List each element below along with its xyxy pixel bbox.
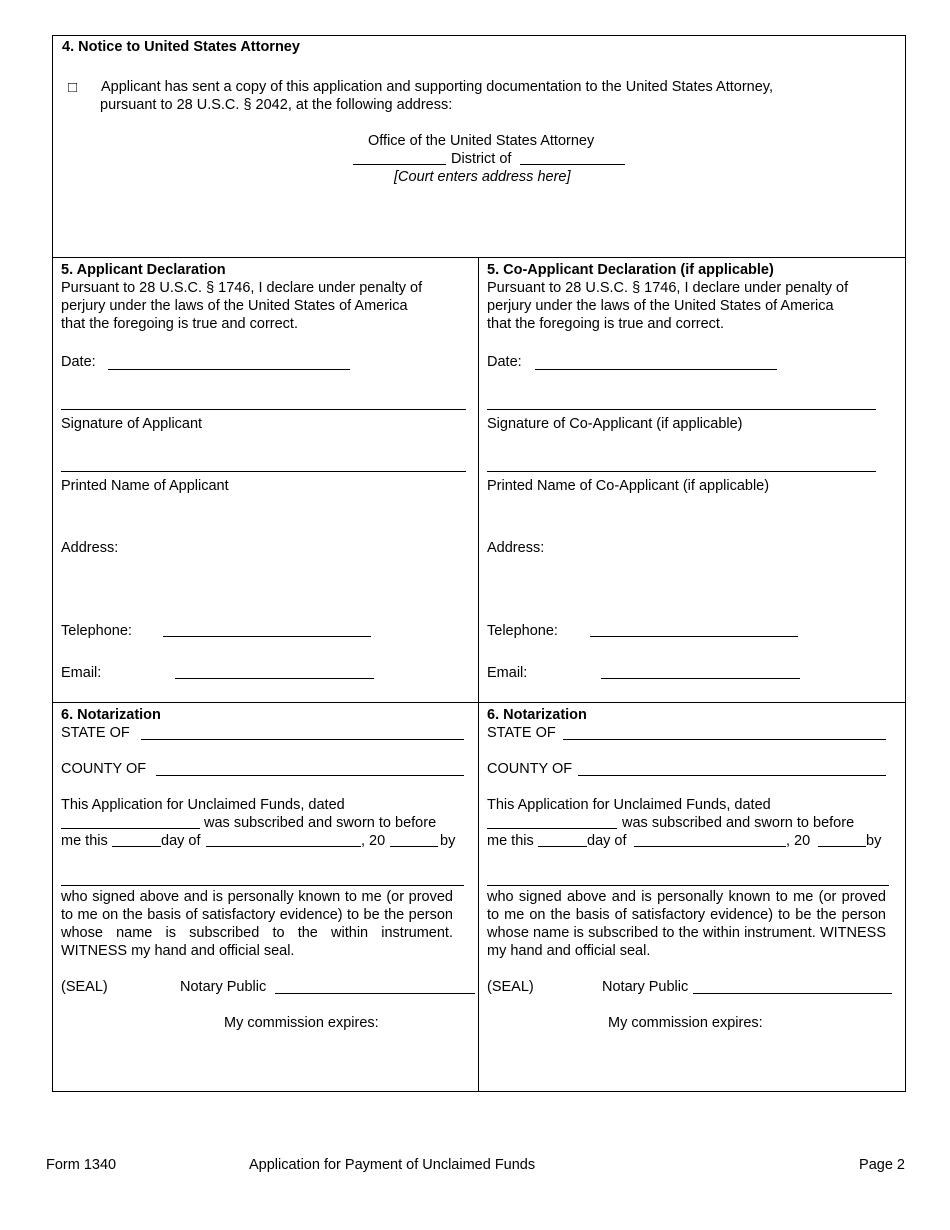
coapplicant-date-field[interactable] <box>535 369 777 370</box>
coapplicant-printed-name-label: Printed Name of Co-Applicant (if applicable) <box>487 478 770 494</box>
notary-right-county-field[interactable] <box>578 775 886 776</box>
notary-left-month-field[interactable] <box>206 846 361 847</box>
notary-right-dated-text: This Application for Unclaimed Funds, dated <box>487 797 771 813</box>
notary-right-dated-field[interactable] <box>487 828 617 829</box>
notary-right-month-field[interactable] <box>634 846 786 847</box>
notary-right-me-this: me this <box>487 833 534 849</box>
notary-left-heading: 6. Notarization <box>61 707 161 723</box>
notary-left-commission: My commission expires: <box>224 1015 379 1031</box>
coapplicant-telephone-label: Telephone: <box>487 623 558 639</box>
notary-right-by: by <box>866 833 882 849</box>
applicant-telephone-label: Telephone: <box>61 623 132 639</box>
notary-left-signer-line[interactable] <box>61 885 464 886</box>
notary-left-seal: (SEAL) <box>61 979 108 995</box>
notary-right-state-label: STATE OF <box>487 725 556 741</box>
notary-left-county-label: COUNTY OF <box>61 761 147 777</box>
notary-right-state-field[interactable] <box>563 739 886 740</box>
notice-checkbox[interactable]: □ <box>68 79 78 96</box>
notary-left-public-field[interactable] <box>275 993 475 994</box>
notary-left-day-field[interactable] <box>112 846 161 847</box>
applicant-heading-title: . Applicant Declaration <box>69 262 226 278</box>
applicant-date-field[interactable] <box>108 369 350 370</box>
notary-right-day-field[interactable] <box>538 846 587 847</box>
applicant-decl-line1: Pursuant to 28 U.S.C. § 1746, I declare under penalty of <box>61 280 423 296</box>
coapplicant-email-label: Email: <box>487 665 528 681</box>
coapplicant-decl-line1: Pursuant to 28 U.S.C. § 1746, I declare under penalty of <box>487 280 849 296</box>
notary-divider <box>52 702 906 703</box>
notary-right-subscribed-text: was subscribed and sworn to before <box>622 815 855 831</box>
coapplicant-date-label: Date: <box>487 354 522 370</box>
coapplicant-telephone-field[interactable] <box>590 636 798 637</box>
applicant-email-label: Email: <box>61 665 102 681</box>
district-of-label: District of <box>451 151 512 167</box>
applicant-email-field[interactable] <box>175 678 374 679</box>
applicant-heading-num: 5 <box>61 262 70 278</box>
applicant-telephone-field[interactable] <box>163 636 371 637</box>
column-divider <box>478 257 479 1092</box>
court-address-note: [Court enters address here] <box>394 169 571 185</box>
notary-right-year-field[interactable] <box>818 846 866 847</box>
coapplicant-heading: 5. Co-Applicant Declaration (if applicable) <box>487 262 774 278</box>
notary-right-heading: 6. Notarization <box>487 707 587 723</box>
notary-left-dated-field[interactable] <box>61 828 200 829</box>
applicant-signature-line[interactable] <box>61 409 466 410</box>
section4-heading: 4. Notice to United States Attorney <box>62 39 300 55</box>
applicant-printed-name-label: Printed Name of Applicant <box>61 478 229 494</box>
applicant-address-label: Address: <box>61 540 119 556</box>
footer-form-title: Application for Payment of Unclaimed Funds <box>249 1157 536 1173</box>
applicant-printed-name-line[interactable] <box>61 471 466 472</box>
notary-left-day-of: day of <box>161 833 201 849</box>
notary-left-me-this: me this <box>61 833 108 849</box>
applicant-date-label: Date: <box>61 354 96 370</box>
notary-left-county-field[interactable] <box>156 775 464 776</box>
coapplicant-printed-name-line[interactable] <box>487 471 876 472</box>
coapplicant-decl-line3: that the foregoing is true and correct. <box>487 316 724 332</box>
notary-right-witness-text: who signed above and is personally known to me (or proved to me on the basis of satisfactory evidence) to be the person whose name is subscribed to the within instrument. WITNESS my hand and official seal. <box>487 889 886 959</box>
us-attorney-office: Office of the United States Attorney <box>368 133 595 149</box>
notary-left-dated-text: This Application for Unclaimed Funds, dated <box>61 797 345 813</box>
footer-form-number: Form 1340 <box>46 1157 117 1173</box>
coapplicant-address-label: Address: <box>487 540 545 556</box>
notice-text-line1: Applicant has sent a copy of this application and supporting documentation to the United States Attorney, <box>101 79 773 95</box>
notary-right-day-of: day of <box>587 833 627 849</box>
notary-right-year-prefix: , 20 <box>786 833 811 849</box>
notice-text-line2: pursuant to 28 U.S.C. § 2042, at the following address: <box>100 97 453 113</box>
coapplicant-signature-label: Signature of Co-Applicant (if applicable) <box>487 416 743 432</box>
notary-right-signer-line[interactable] <box>487 885 889 886</box>
coapplicant-decl-line2: perjury under the laws of the United States of America <box>487 298 834 314</box>
notary-right-county-label: COUNTY OF <box>487 761 573 777</box>
notary-left-year-field[interactable] <box>390 846 438 847</box>
notary-right-seal: (SEAL) <box>487 979 534 995</box>
notary-right-public-field[interactable] <box>693 993 892 994</box>
coapplicant-signature-line[interactable] <box>487 409 876 410</box>
notary-left-year-prefix: , 20 <box>361 833 386 849</box>
district-blank-2[interactable] <box>520 164 625 165</box>
applicant-decl-line2: perjury under the laws of the United States of America <box>61 298 408 314</box>
declaration-box <box>52 257 906 1092</box>
notary-left-witness-text: who signed above and is personally known to me (or proved to me on the basis of satisfactory evidence) to be the person whose name is subscribed to the within instrument. WITNESS my hand and official seal. <box>61 889 453 959</box>
applicant-heading <box>61 261 226 279</box>
notary-left-by: by <box>440 833 456 849</box>
coapplicant-email-field[interactable] <box>601 678 800 679</box>
notary-left-state-field[interactable] <box>141 739 464 740</box>
notary-right-public-label: Notary Public <box>602 979 689 995</box>
notary-right-commission: My commission expires: <box>608 1015 763 1031</box>
notary-left-subscribed-text: was subscribed and sworn to before <box>204 815 437 831</box>
applicant-signature-label: Signature of Applicant <box>61 416 203 432</box>
district-blank-1[interactable] <box>353 164 446 165</box>
footer-page-number: Page 2 <box>859 1157 905 1173</box>
applicant-decl-line3: that the foregoing is true and correct. <box>61 316 298 332</box>
notary-left-state-label: STATE OF <box>61 725 130 741</box>
notary-left-public-label: Notary Public <box>180 979 267 995</box>
